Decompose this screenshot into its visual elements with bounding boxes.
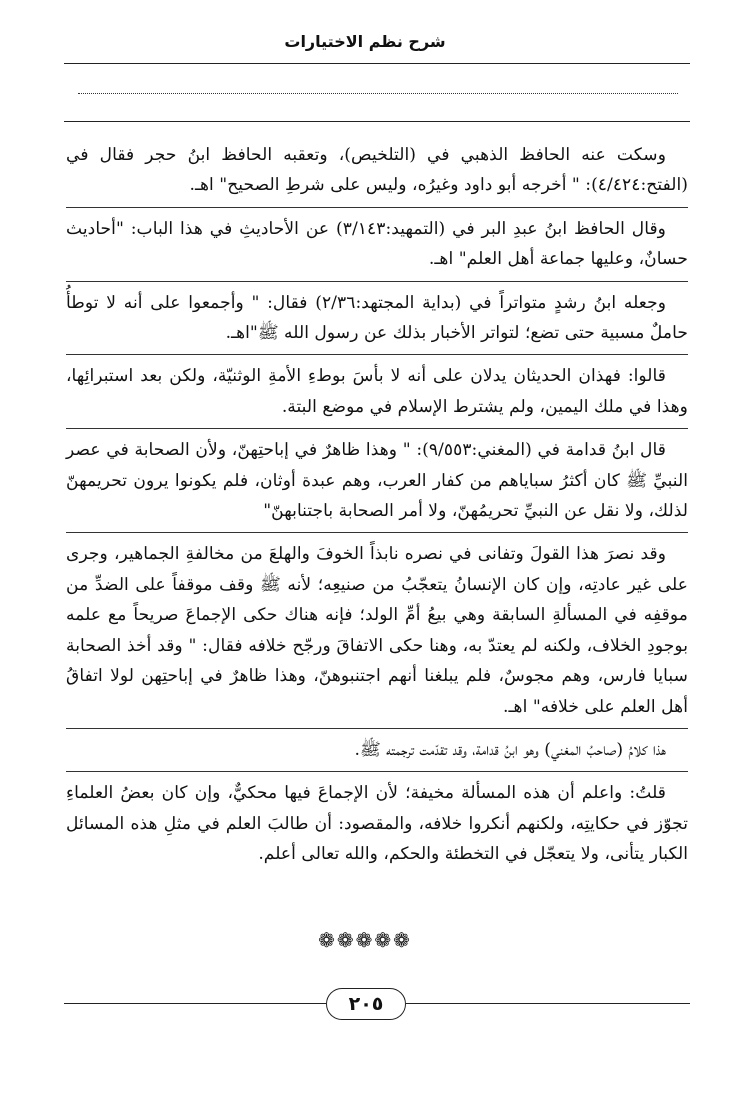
paragraph-divider	[66, 207, 688, 208]
paragraph-divider	[66, 728, 688, 729]
paragraph-divider	[66, 354, 688, 355]
paragraph-7: هذا كلامُ (صاحبُ المغني) وهو ابنُ قدامة، وقد تقدّمت ترجمته ﷺ.	[354, 739, 666, 760]
header-dotted-line	[78, 85, 678, 94]
paragraph-3: وجعله ابنُ رشدٍ متواتراً في (بداية المجتهد:٢/٣٦) فقال: " وأجمعوا على أنه لا توطأُ حاملٌ مسبية حتى تضع؛ لتواتر الأخبار بذلك عن رسول الله ﷺ"اهـ.	[66, 292, 688, 344]
paragraph-2: وقال الحافظ ابنُ عبدِ البر في (التمهيد:٣/١٤٣) عن الأحاديثِ في هذا الباب: "أحاديث حسانٌ، وعليها جماعة أهل العلم" اهـ.	[66, 218, 688, 270]
header-top-rule	[64, 63, 690, 64]
paragraph-divider	[66, 428, 688, 429]
footer-rule-left	[64, 1003, 326, 1004]
paragraph-4: قالوا: فهذان الحديثان يدلان على أنه لا بأسَ بوطءِ الأمةِ الوثنيّة، ولكن بعد استبرائِها، وهذا في ملك اليمين، ولم يشترط الإسلام في موضع البتة.	[66, 366, 688, 417]
paragraph-5: قال ابنُ قدامة في (المغني:٩/٥٥٣): " وهذا ظاهرٌ في إباحتِهنّ، ولأن الصحابة في عصر النبيِّ ﷺ كان أكثرُ سباياهم من كفار العرب، وهم عبدة أوثان، فلم يكونوا يرون تحريمهنّ لذلك، ولا نقل عن النبيِّ تحريمُهنّ، ولا أمر الصحابة باجتنابهنّ"	[66, 440, 688, 522]
paragraph-divider	[66, 532, 688, 533]
paragraph-divider	[66, 281, 688, 282]
body-text	[66, 140, 688, 870]
header-bottom-rule	[64, 121, 690, 122]
paragraph-divider	[66, 771, 688, 772]
page-number-badge: ٢٠٥	[326, 988, 406, 1020]
flower-ornament-icon: ❁❁❁❁❁	[318, 928, 412, 952]
paragraph-8: قلتُ: واعلم أن هذه المسألة مخيفة؛ لأن الإجماعَ فيها محكيٌّ، وإن كان بعضُ العلماءِ تجوّز في حكايتِه، ولكنهم أنكروا خلافه، والمقصود: أن طالبَ العلم في مثلِ هذه المسائل الكبار يتأنى، ولا يتعجّل في التخطئة والحكم، والله تعالى أعلم.	[66, 783, 688, 865]
footer-rule-right	[406, 1003, 690, 1004]
paragraph-1: وسكت عنه الحافظ الذهبي في (التلخيص)، وتعقبه الحافظ ابنُ حجر فقال في (الفتح:٤/٤٢٤): " أخرجه أبو داود وغيرُه، وليس على شرطِ الصحيح" اهـ.	[66, 145, 688, 196]
paragraph-6: وقد نصرَ هذا القولَ وتفانى في نصره نابذاً الخوفَ والهلعَ من مخالفةِ الجماهير، وجرى على غير عادتِه، وإن كان الإنسانُ يتعجّبُ من صنيعِه؛ لأنه ﷺ وقف موقفاً على الضدِّ من موقفِه في المسألةِ السابقة وهي بيعُ أمِّ الولد؛ فإنه هناك حكى الإجماعَ صريحاً مع علمه بوجودِ الخلاف، ولكنه لم يعتدّ به، وهنا حكى الاتفاقَ ورجّح خلافه فقال: " وقد أخذ الصحابة سبايا فارس، وهم مجوسٌ، فلم يبلغنا أنهم اجتنبوهنّ، وهذا ظاهرٌ في إباحتِهن لولا اتفاقُ أهل العلم على خلافه" اهـ.	[66, 544, 688, 717]
running-header-title: شرح نظم الاختيارات	[284, 32, 446, 51]
